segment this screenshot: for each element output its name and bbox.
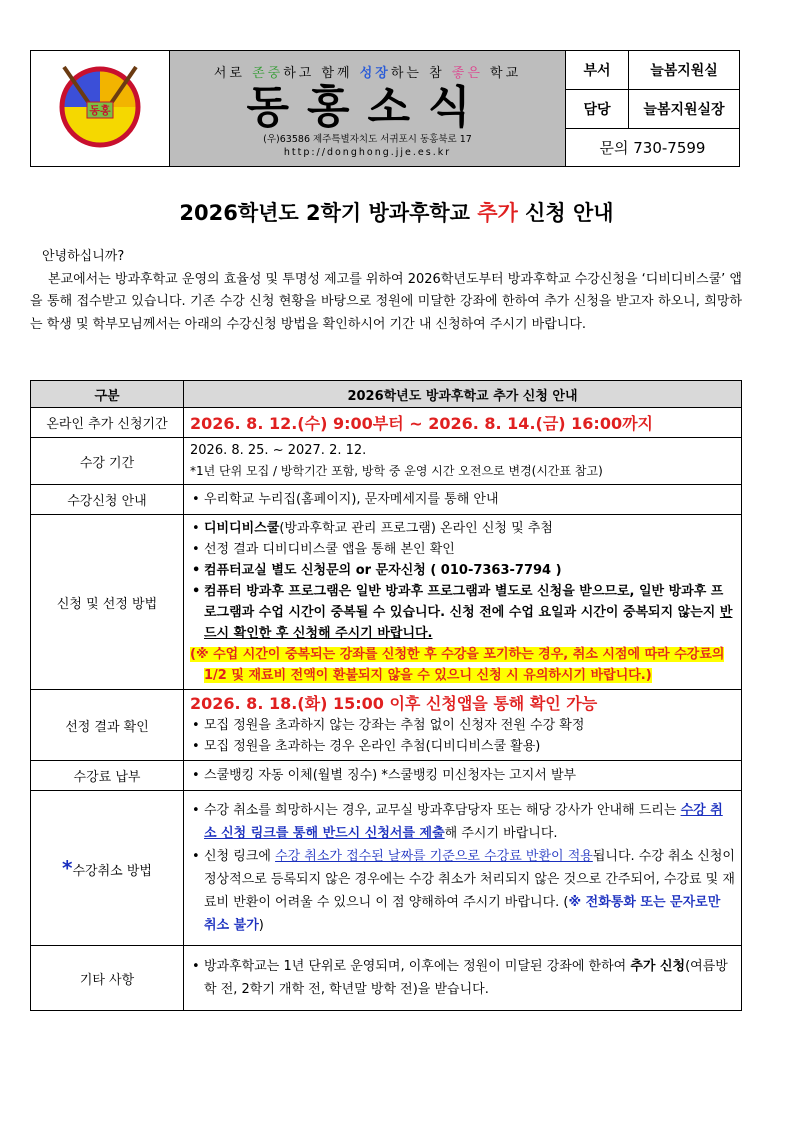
item-text: ) (258, 918, 264, 933)
item-emphasis: 반드시 확인한 후 신청해 주시기 바랍니다. (204, 605, 733, 641)
warning-text: (※ 수업 시간이 중복되는 강좌를 신청한 후 수강을 포기하는 경우, 취소 시점에 따라 수강료의 1/2 및 재료비 전액이 환불되지 않을 수 있으니 신청 시 유의하시기 바랍니다.) (190, 647, 725, 683)
star-mark: * (62, 856, 73, 880)
result-date: 2026. 8. 18.(화) 15:00 이후 신청앱을 통해 확인 가능 (190, 694, 598, 713)
list-item (190, 518, 735, 539)
owner-label: 담당 (566, 90, 629, 129)
newsletter-title-cell (170, 51, 566, 167)
item-text: (방과후학교 관리 프로그램) 온라인 신청 및 추첨 (279, 521, 553, 536)
row-label-text: 수강취소 방법 (72, 864, 152, 879)
payment-cell (184, 761, 742, 791)
motto-part: 존중 (252, 66, 284, 81)
cancel-cell (184, 791, 742, 946)
item-text: 방과후학교는 1년 단위로 운영되며, 이후에는 정원이 미달된 강좌에 한하여 (204, 959, 631, 974)
dept-label: 부서 (566, 51, 629, 90)
intro-paragraph: 본교에서는 방과후학교 운영의 효율성 및 투명성 제고를 위하여 2026학년도부터 방과후학교 수강신청을 ‘디비디비스쿨’ 앱을 통해 접수받고 있습니다. 기존 수강 신청 현황을 바탕으로 정원에 미달한 강좌에 한하여 추가 신청을 받고자 하오니, 희망하는 학생 및 학부모님께서는 아래의 수강신청 방법을 확인하시어 기간 내 신청하여 주시기 바랍니다. (30, 271, 742, 332)
list-item: • 우리학교 누리집(홈페이지), 문자메세지를 통해 안내 (190, 489, 735, 510)
item-text: 신청 링크에 (204, 849, 276, 864)
row-label: 온라인 추가 신청기간 (31, 408, 184, 438)
row-label: 수강료 납부 (31, 761, 184, 791)
table-header-row (31, 381, 742, 408)
list-item (190, 799, 735, 845)
school-address: (우)63586 제주특별자치도 서귀포시 동홍북로 17 (263, 134, 472, 145)
item-emphasis: ※ 전화통화 또는 문자로만 취소 불가 (204, 895, 721, 933)
title-highlight: 추가 (477, 201, 518, 225)
list-item: • 모집 정원을 초과하지 않는 강좌는 추첨 없이 신청자 전원 수강 확정 (190, 715, 735, 736)
col-header: 구분 (31, 381, 184, 408)
document-title (0, 197, 793, 227)
row-label (31, 791, 184, 946)
table-row (31, 408, 742, 438)
row-label: 수강 기간 (31, 438, 184, 485)
warning-note (190, 644, 735, 686)
item-text: (여름방학 전, 2학기 개학 전, 학년말 방학 전)을 받습니다. (204, 959, 728, 997)
item-text: 컴퓨터 방과후 프로그램은 일반 방과후 프로그램과 별도로 신청을 받으므로, 일반 방과후 프로그램과 수업 시간이 중복될 수 있습니다. 신청 전에 수업 요일과 시간이 중복되지 않는지 (204, 584, 724, 620)
motto-part: 서로 (213, 66, 253, 81)
header-table (30, 50, 740, 167)
course-dates: 2026. 8. 25. ~ 2027. 2. 12. (190, 443, 367, 458)
list-item: • 선정 결과 디비디비스쿨 앱을 통해 본인 확인 (190, 539, 735, 560)
result-cell (184, 690, 742, 761)
dept-value: 늘봄지원실 (629, 51, 740, 90)
logo-cell (31, 51, 170, 167)
info-table (30, 380, 742, 1011)
list-item (190, 845, 735, 937)
logo-text: 동홍 (89, 103, 111, 117)
contact-info: 문의 730-7599 (566, 129, 740, 167)
school-url: http://donghong.jje.es.kr (283, 147, 452, 158)
table-row (31, 791, 742, 946)
motto-part: 성장 (359, 66, 391, 81)
table-row (31, 690, 742, 761)
guide-cell (184, 485, 742, 515)
misc-cell (184, 946, 742, 1011)
app-name: 디비디비스쿨 (204, 521, 280, 536)
title-post: 신청 안내 (517, 201, 614, 225)
title-pre: 2026학년도 2학기 방과후학교 (179, 201, 478, 225)
row-label: 선정 결과 확인 (31, 690, 184, 761)
course-period (184, 438, 742, 485)
greeting: 안녕하십니까? (42, 249, 125, 264)
list-item (190, 581, 735, 644)
method-cell (184, 515, 742, 690)
motto-part: 학교 (482, 66, 522, 81)
motto-part: 하고 함께 (283, 66, 360, 81)
table-row (31, 438, 742, 485)
owner-value: 늘봄지원실장 (629, 90, 740, 129)
row-label: 기타 사항 (31, 946, 184, 1011)
school-motto (170, 62, 565, 81)
item-emphasis: 수강 취소가 접수된 날짜를 기준으로 수강료 반환이 적용 (275, 849, 593, 864)
item-text: 해 주시기 바랍니다. (444, 826, 558, 841)
table-row (31, 515, 742, 690)
table-row (31, 761, 742, 791)
table-row (31, 485, 742, 515)
item-emphasis: 수강 취소 신청 링크를 통해 반드시 신청서를 제출 (204, 803, 723, 841)
list-item: • 모집 정원을 초과하는 경우 온라인 추첨(디비디비스쿨 활용) (190, 736, 735, 757)
list-item: • 스쿨뱅킹 자동 이체(월별 징수) *스쿨뱅킹 미신청자는 고지서 발부 (190, 765, 735, 786)
table-row (31, 946, 742, 1011)
row-label: 신청 및 선정 방법 (31, 515, 184, 690)
item-text: 수강 취소를 희망하시는 경우, 교무실 방과후담당자 또는 해당 강사가 안내해 드리는 (204, 803, 681, 818)
apply-period: 2026. 8. 12.(수) 9:00부터 ~ 2026. 8. 14.(금) 16:00까지 (184, 408, 742, 438)
intro-text (30, 246, 742, 336)
list-item (190, 955, 735, 1001)
item-emphasis: 추가 신청 (630, 959, 686, 974)
motto-part: 하는 참 (390, 66, 452, 81)
newsletter-title: 동홍소식 (246, 82, 489, 133)
motto-part: 좋은 (451, 66, 483, 81)
row-label: 수강신청 안내 (31, 485, 184, 515)
course-note: *1년 단위 모집 / 방학기간 포함, 방학 중 운영 시간 오전으로 변경(시간표 참고) (190, 464, 603, 478)
col-header: 2026학년도 방과후학교 추가 신청 안내 (184, 381, 742, 408)
list-item: • 컴퓨터교실 별도 신청문의 or 문자신청 ( 010-7363-7794 ) (190, 560, 735, 581)
item-text: 됩니다. 수강 취소 신청이 정상적으로 등록되지 않은 경우에는 수강 취소가 처리되지 않은 것으로 간주되어, 수강료 및 재료비 반환이 어려울 수 있으니 이 점 양해하여 주시기 바랍니다. ( (204, 849, 735, 910)
school-logo-icon (50, 57, 150, 157)
